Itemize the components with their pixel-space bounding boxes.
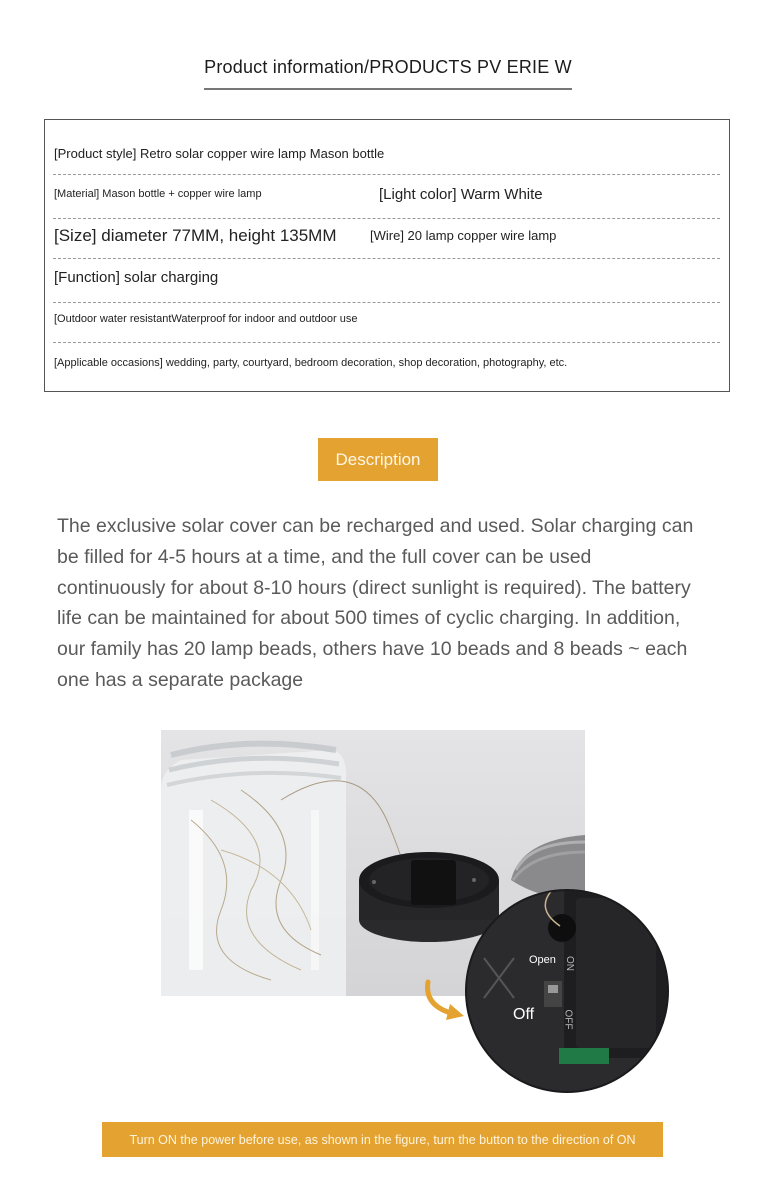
info-row bbox=[53, 303, 720, 343]
switch-closeup bbox=[464, 888, 670, 1094]
info-row bbox=[53, 120, 720, 175]
info-row bbox=[53, 175, 720, 219]
page-title: Product information/PRODUCTS PV ERIE W bbox=[204, 57, 572, 77]
description-paragraph: The exclusive solar cover can be recharged and used. Solar charging can be filled for 4-5 hours at a time, and the full cover can be used continuously for about 8-10 hours (direct sunlight is required). The battery life can be maintained for about 500 times of cyclic charging. In addition, our family has 20 lamp beads, others have 10 beads and 8 beads ~ each one has a separate package bbox=[57, 515, 694, 691]
switch-off-label: OFF bbox=[562, 1009, 574, 1030]
size-text: [Size] diameter 77MM, height 135MM bbox=[54, 226, 337, 245]
switch-closeup-illustration bbox=[464, 888, 670, 1094]
title-underline bbox=[204, 88, 572, 90]
material-text: [Material] Mason bottle + copper wire lamp bbox=[54, 188, 262, 200]
info-row bbox=[53, 219, 720, 259]
arrow-icon bbox=[420, 978, 470, 1023]
occasions-text: [Applicable occasions] wedding, party, courtyard, bedroom decoration, shop decoration, photography, etc. bbox=[54, 357, 568, 369]
product-style-text: [Product style] Retro solar copper wire lamp Mason bottle bbox=[54, 146, 385, 161]
off-label: Off bbox=[513, 1006, 535, 1023]
product-info-table bbox=[44, 119, 730, 392]
description-tag: Description bbox=[318, 438, 438, 481]
switch-on-label: ON bbox=[564, 956, 575, 971]
wire-text: [Wire] 20 lamp copper wire lamp bbox=[370, 228, 557, 243]
outdoor-text: [Outdoor water resistantWaterproof for indoor and outdoor use bbox=[54, 313, 358, 325]
open-label: Open bbox=[529, 954, 556, 966]
function-text: [Function] solar charging bbox=[54, 269, 219, 286]
light-color-text: [Light color] Warm White bbox=[379, 186, 543, 203]
instruction-banner: Turn ON the power before use, as shown in the figure, turn the button to the direction of ON bbox=[102, 1122, 663, 1157]
info-row bbox=[53, 259, 720, 303]
